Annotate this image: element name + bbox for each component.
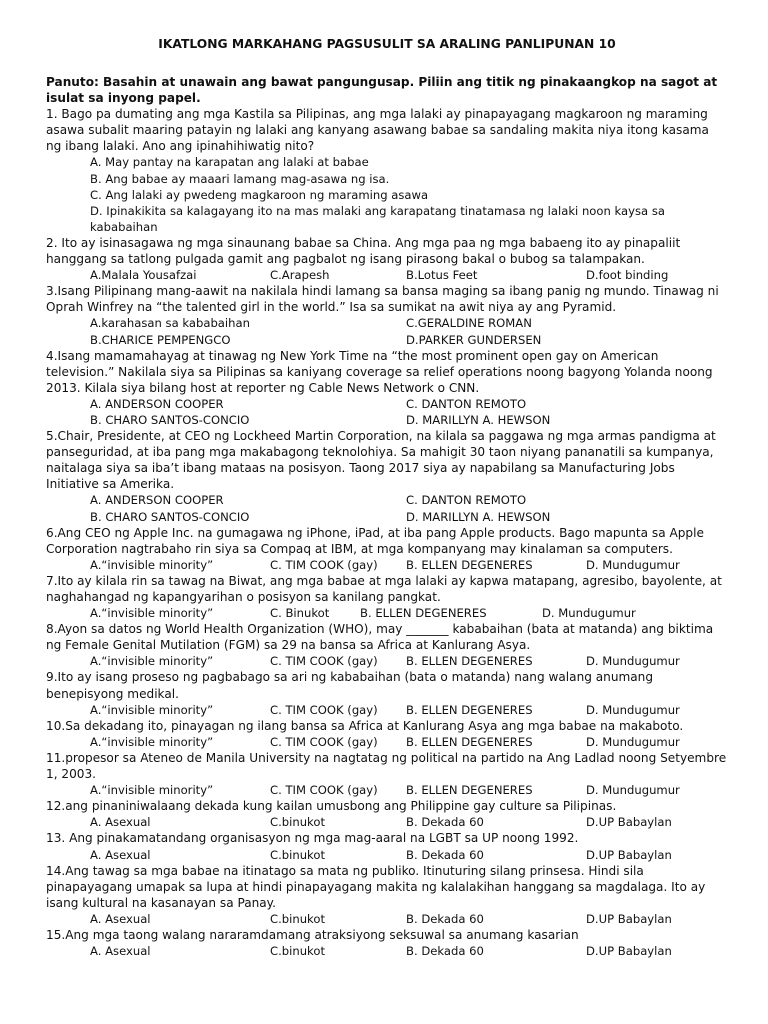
option: B. CHARO SANTOS-CONCIO bbox=[90, 412, 250, 427]
options-1 bbox=[46, 154, 728, 234]
option: C.GERALDINE ROMAN bbox=[406, 316, 532, 331]
option: D. Mundugumur bbox=[586, 783, 680, 798]
option: C.Arapesh bbox=[270, 268, 330, 283]
options-11 bbox=[46, 782, 728, 798]
question-9: 9.Ito ay isang proseso ng pagbabago sa ari ng kababaihan (bata o matanda) nang walang anumang benepisyong medikal. bbox=[46, 670, 654, 701]
option: A. Asexual bbox=[90, 815, 151, 830]
option: D.foot binding bbox=[586, 268, 669, 283]
option: A.“invisible minority” bbox=[90, 783, 214, 798]
option: D.UP Babaylan bbox=[586, 944, 672, 959]
option: B.Lotus Feet bbox=[406, 268, 478, 283]
question-13: 13. Ang pinakamatandang organisasyon ng mga mag-aaral na LGBT sa UP noong 1992. bbox=[46, 831, 579, 846]
option: A.“invisible minority” bbox=[90, 702, 214, 717]
option: A. Asexual bbox=[90, 911, 151, 926]
options-9 bbox=[46, 702, 728, 718]
option: D. Mundugumur bbox=[586, 557, 680, 572]
options-8 bbox=[46, 653, 728, 669]
option: C. TIM COOK (gay) bbox=[270, 557, 378, 572]
option: A. Asexual bbox=[90, 847, 151, 862]
option: B.CHARICE PEMPENGCO bbox=[90, 332, 231, 347]
options-6 bbox=[46, 557, 728, 573]
question-6: 6.Ang CEO ng Apple Inc. na gumagawa ng iPhone, iPad, at iba pang Apple products. Bago mapunta sa Apple Corporation nagtrabaho rin siya sa Compaq at IBM, at mga kompanyang may kinalaman sa computers. bbox=[46, 525, 704, 556]
option: D.UP Babaylan bbox=[586, 847, 672, 862]
options-13 bbox=[46, 847, 728, 863]
question-10: 10.Sa dekadang ito, pinayagan ng ilang bansa sa Africa at Kanlurang Asya ang mga babae na makaboto. bbox=[46, 718, 684, 733]
option: C.binukot bbox=[270, 944, 325, 959]
option: B. Dekada 60 bbox=[406, 815, 484, 830]
options-4a bbox=[46, 396, 728, 412]
option: C.binukot bbox=[270, 815, 325, 830]
option: B. ELLEN DEGENERES bbox=[406, 702, 533, 717]
options-10 bbox=[46, 734, 728, 750]
option: A.Malala Yousafzai bbox=[90, 268, 197, 283]
option: C. TIM COOK (gay) bbox=[270, 783, 378, 798]
options-12 bbox=[46, 814, 728, 830]
options-14 bbox=[46, 911, 728, 927]
option: B. ELLEN DEGENERES bbox=[406, 783, 533, 798]
question-2: 2. Ito ay isinasagawa ng mga sinaunang babae sa China. Ang mga paa ng mga babaeng ito ay pinapaliit hanggang sa tatlong pulgada gamit ang pagbalot ng isang pirasong bakal o bubog sa talampakan. bbox=[46, 235, 681, 267]
question-1: 1. Bago pa dumating ang mga Kastila sa Pilipinas, ang mga lalaki ay pinapayagang magkaroon ng maraming asawa subalit maaring patayin ng lalaki ang kanyang asawang babae sa sandaling makita niya itong kasama ng ibang lalaki. Ano ang ipinahihiwatig nito? bbox=[46, 107, 709, 154]
option: B. Ang babae ay maaari lamang mag-asawa ng isa. bbox=[90, 171, 390, 186]
question-3: 3.Isang Pilipinang mang-aawit na nakilala hindi lamang sa bansa maging sa ibang panig ng mundo. Tinawag ni Oprah Winfrey na “the talented girl in the world.” Isa sa sumikat na awit niya ay ang Pyramid. bbox=[46, 284, 719, 315]
option: D. Ipinakikita sa kalagayang ito na mas malaki ang karapatang tinatamasa ng lalaki noon kaysa sa kababaihan bbox=[90, 203, 665, 234]
option: D.PARKER GUNDERSEN bbox=[406, 332, 542, 347]
option: C.binukot bbox=[270, 911, 325, 926]
option: C. Binukot bbox=[270, 606, 330, 621]
option: A.“invisible minority” bbox=[90, 557, 214, 572]
option: B. ELLEN DEGENERES bbox=[406, 654, 533, 669]
options-3a bbox=[46, 315, 728, 331]
option: B. ELLEN DEGENERES bbox=[406, 734, 533, 749]
option: B. ELLEN DEGENERES bbox=[360, 606, 487, 621]
options-3b bbox=[46, 332, 728, 348]
option: C.binukot bbox=[270, 847, 325, 862]
options-5b bbox=[46, 509, 728, 525]
question-11: 11.propesor sa Ateneo de Manila University na nagtatag ng political na partido na Ang Ladlad noong Setyembre 1, 2003. bbox=[46, 750, 727, 782]
option: D. Mundugumur bbox=[586, 654, 680, 669]
question-8: 8.Ayon sa datos ng World Health Organization (WHO), may _______ kababaihan (bata at matanda) ang biktima ng Female Genital Mutilation (FGM) sa 29 na bansa sa Africa at Kanlurang Asya. bbox=[46, 622, 714, 653]
question-12: 12.ang pinaniniwalaang dekada kung kailan umusbong ang Philippine gay culture sa Pilipinas. bbox=[46, 799, 617, 814]
option: A. ANDERSON COOPER bbox=[90, 396, 224, 411]
option: A.“invisible minority” bbox=[90, 606, 214, 621]
question-4: 4.Isang mamamahayag at tinawag ng New York Time na “the most prominent open gay on American television.” Nakilala siya sa Pilipinas sa kaniyang coverage sa relief operations noong bagyong Yolanda noong 2013. Kilala siya bilang host at reporter ng Cable News Network o CNN. bbox=[46, 348, 713, 395]
option: B. Dekada 60 bbox=[406, 911, 484, 926]
question-7: 7.Ito ay kilala rin sa tawag na Biwat, ang mga babae at mga lalaki ay kapwa matapang, agresibo, bayolente, at naghahangad ng kapangyarihan o posisyon sa kanilang pangkat. bbox=[46, 573, 722, 604]
question-14: 14.Ang tawag sa mga babae na itinatago sa mata ng publiko. Itinuturing silang prinsesa. Hindi sila pinapayagang umapak sa lupa at hindi pinapayagang makita ng kalalakihan hanggang sa magdalaga. Ito ay isang kultural na kasanayan sa Panay. bbox=[46, 863, 706, 910]
option: B. Dekada 60 bbox=[406, 847, 484, 862]
option: C. TIM COOK (gay) bbox=[270, 654, 378, 669]
options-2 bbox=[46, 267, 728, 283]
options-4b bbox=[46, 412, 728, 428]
instructions: Panuto: Basahin at unawain ang bawat pangungusap. Piliin ang titik ng pinakaangkop na sagot at isulat sa inyong papel. bbox=[46, 75, 718, 106]
option: C. TIM COOK (gay) bbox=[270, 734, 378, 749]
option: C. DANTON REMOTO bbox=[406, 396, 527, 411]
option: A.“invisible minority” bbox=[90, 654, 214, 669]
option: A. Asexual bbox=[90, 944, 151, 959]
option: B. CHARO SANTOS-CONCIO bbox=[90, 509, 250, 524]
option: D. MARILLYN A. HEWSON bbox=[406, 509, 551, 524]
option: A. May pantay na karapatan ang lalaki at babae bbox=[90, 155, 369, 170]
option: D. Mundugumur bbox=[586, 734, 680, 749]
option: D. Mundugumur bbox=[542, 606, 636, 621]
question-15: 15.Ang mga taong walang nararamdamang atraksiyong seksuwal sa anumang kasarian bbox=[46, 927, 579, 942]
option: C. TIM COOK (gay) bbox=[270, 702, 378, 717]
exam-title: IKATLONG MARKAHANG PAGSUSULIT SA ARALING PANLIPUNAN 10 bbox=[158, 37, 616, 51]
option: B. Dekada 60 bbox=[406, 944, 484, 959]
options-5a bbox=[46, 492, 728, 508]
option: D.UP Babaylan bbox=[586, 911, 672, 926]
option: C. DANTON REMOTO bbox=[406, 493, 527, 508]
option: A. ANDERSON COOPER bbox=[90, 493, 224, 508]
question-5: 5.Chair, Presidente, at CEO ng Lockheed Martin Corporation, na kilala sa paggawa ng mga armas pandigma at panseguridad, at iba pang mga makabagong teknolohiya. Sa mahigit 30 taon niyang pananatili sa kumpanya, naitalaga siya sa iba’t ibang mataas na posisyon. Taong 2017 siya ay napabilang sa Manufacturing Jobs Initiative sa Amerika. bbox=[46, 429, 716, 492]
options-7 bbox=[46, 605, 728, 621]
option: D. MARILLYN A. HEWSON bbox=[406, 412, 551, 427]
option: A.“invisible minority” bbox=[90, 734, 214, 749]
option: D. Mundugumur bbox=[586, 702, 680, 717]
option: D.UP Babaylan bbox=[586, 815, 672, 830]
option: A.karahasan sa kababaihan bbox=[90, 316, 250, 331]
option: B. ELLEN DEGENERES bbox=[406, 557, 533, 572]
option: C. Ang lalaki ay pwedeng magkaroon ng maraming asawa bbox=[90, 187, 429, 202]
options-15 bbox=[46, 943, 728, 959]
